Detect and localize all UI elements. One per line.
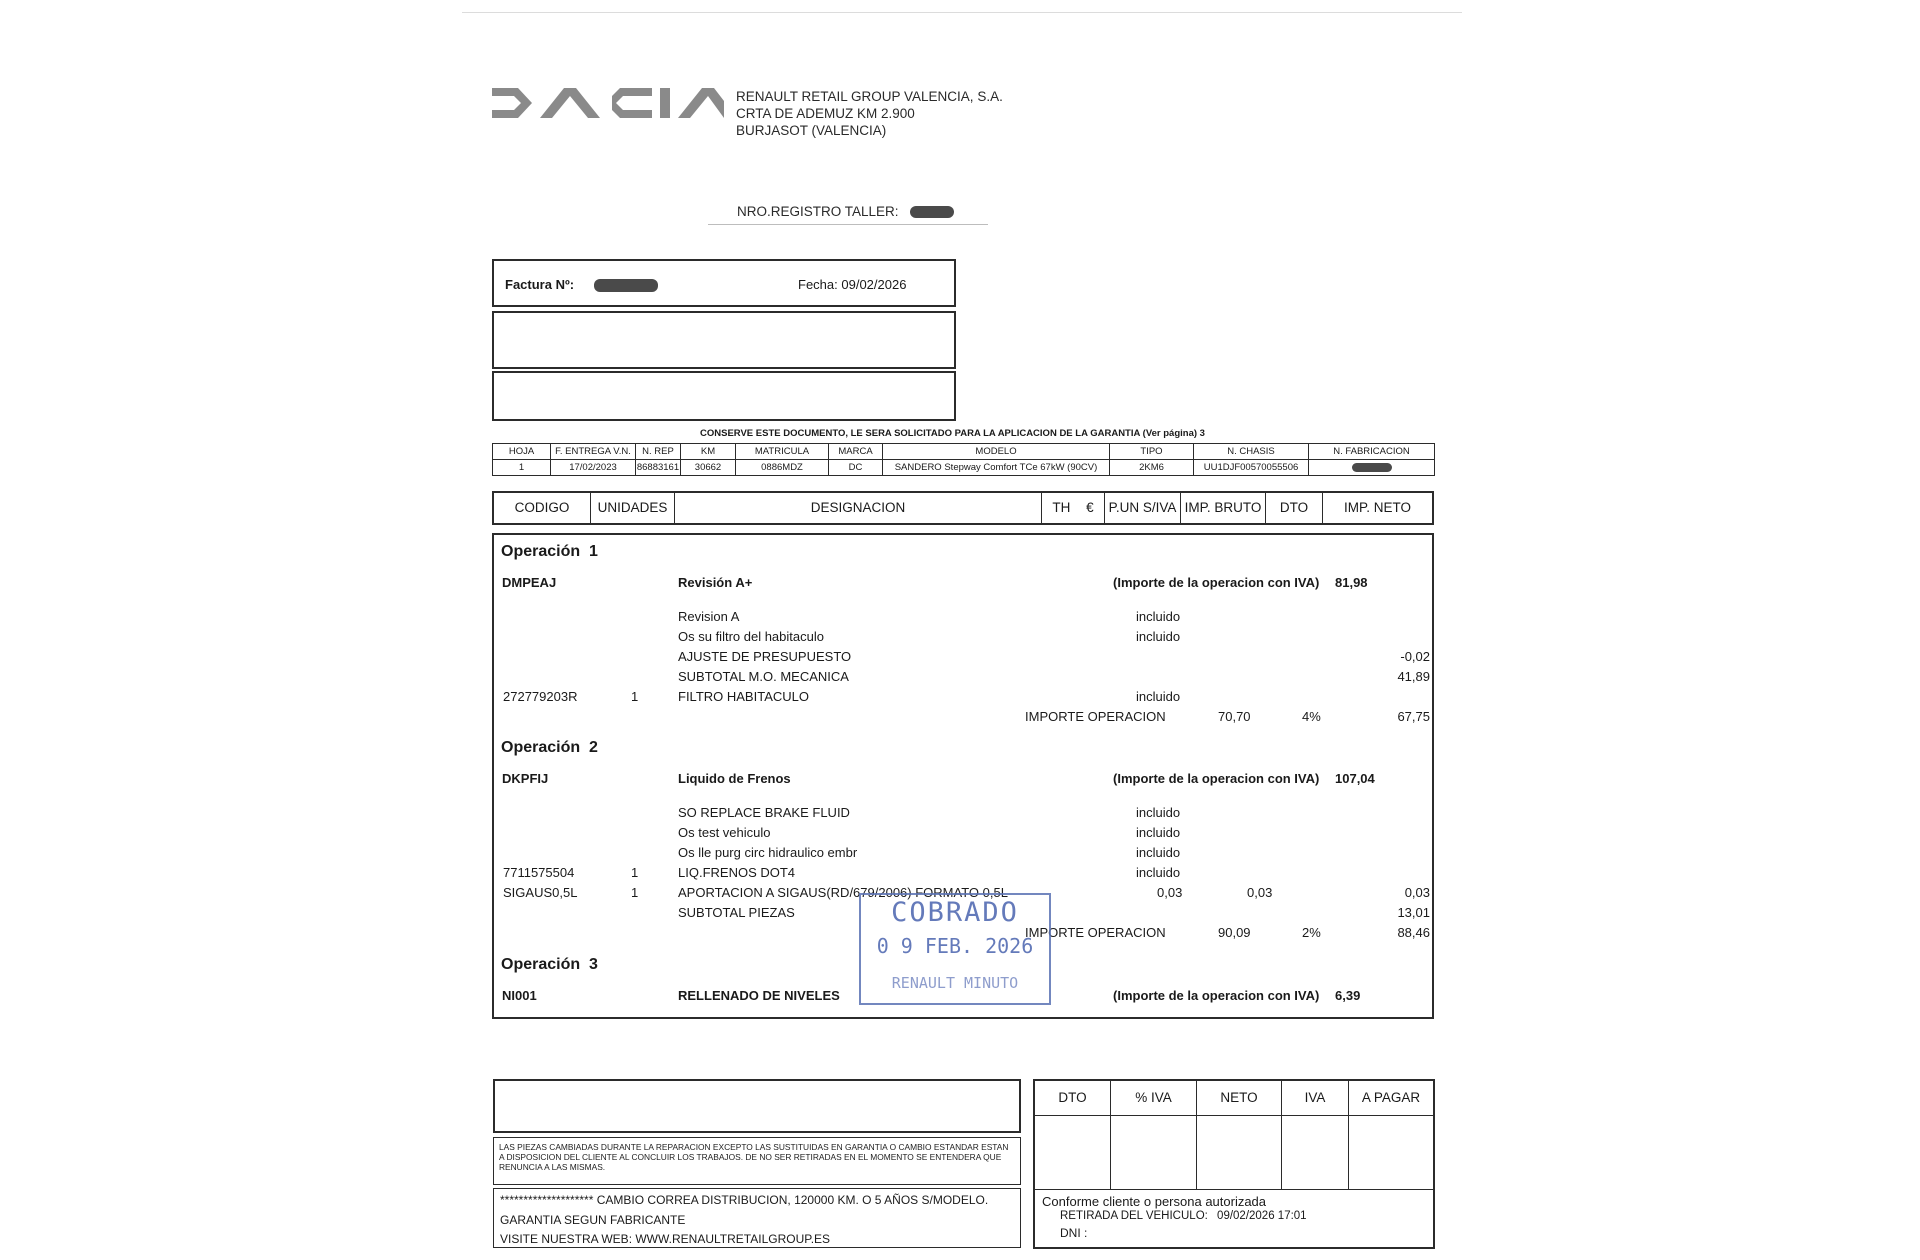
- col-dto: DTO: [1266, 493, 1323, 523]
- totals-header-neto: NETO: [1197, 1081, 1282, 1115]
- col-bruto: IMP. BRUTO: [1181, 493, 1266, 523]
- vehicle-header-cell: N. FABRICACION: [1309, 444, 1435, 460]
- operation-importe-label: (Importe de la operacion con IVA): [1113, 988, 1320, 1003]
- column-header: [492, 491, 1434, 525]
- operation-label: Operación: [501, 739, 581, 756]
- line-designacion: SUBTOTAL M.O. MECANICA: [678, 669, 849, 684]
- totals-header-iva-pct: % IVA: [1111, 1081, 1197, 1115]
- parts-notice: LAS PIEZAS CAMBIADAS DURANTE LA REPARACION EXCEPTO LAS SUSTITUIDAS EN GARANTIA O CAMBIO ESTANDAR ESTAN A DISPOSICION DEL CLIENTE AL CONCLUIR LOS TRABAJOS. DE NO SER RETIRADAS EN EL MOMENTO SE ENTENDERA QUE RENUNCIA A LAS MISMAS.: [493, 1137, 1021, 1185]
- invoice-date: [798, 277, 906, 292]
- line-pun: incluido: [1136, 805, 1181, 820]
- summary-dto: 4%: [1302, 709, 1321, 724]
- operation-label: Operación: [501, 956, 581, 973]
- line-designacion: Os test vehiculo: [678, 825, 771, 840]
- totals-cell: [1197, 1115, 1282, 1189]
- line-neto: 13,01: [1397, 905, 1430, 920]
- line-unidades: 1: [631, 865, 639, 880]
- line-pun: incluido: [1136, 609, 1181, 624]
- operation-code: DMPEAJ: [502, 575, 557, 590]
- vehicle-cell: 1: [493, 460, 551, 476]
- totals-cell: [1035, 1115, 1111, 1189]
- vehicle-header-cell: N. REP: [636, 444, 681, 460]
- address-line: CRTA DE ADEMUZ KM 2.900: [736, 106, 915, 121]
- vehicle-cell: SANDERO Stepway Comfort TCe 67kW (90CV): [883, 460, 1110, 476]
- dni-label: DNI :: [1060, 1226, 1088, 1240]
- address-line: RENAULT RETAIL GROUP VALENCIA, S.A.: [736, 89, 1003, 104]
- summary-label: IMPORTE OPERACION: [1025, 925, 1166, 940]
- vehicle-header-row: [493, 444, 1435, 460]
- fecha-value: 09/02/2026: [841, 277, 907, 292]
- line-pun: incluido: [1136, 825, 1181, 840]
- redaction-mark: [594, 279, 658, 292]
- totals-box: [1033, 1079, 1435, 1249]
- vehicle-cell: DC: [829, 460, 883, 476]
- redaction-mark: [910, 206, 954, 218]
- footer-info-box: [493, 1188, 1021, 1248]
- totals-cell: [1282, 1115, 1349, 1189]
- vehicle-cell: 2KM6: [1110, 460, 1194, 476]
- stamp-date: 0 9 FEB. 2026: [876, 934, 1034, 958]
- divider: [708, 224, 988, 225]
- vehicle-cell: [1309, 460, 1435, 476]
- summary-neto: 67,75: [1397, 709, 1430, 724]
- line-designacion: APORTACION A SIGAUS(RD/679/2006) FORMATO 0,5L: [678, 885, 1008, 900]
- line-designacion: SUBTOTAL PIEZAS: [678, 905, 795, 920]
- line-pun: incluido: [1136, 689, 1181, 704]
- operation-importe-value: 6,39: [1335, 988, 1361, 1003]
- top-rule: [462, 12, 1462, 13]
- col-neto: IMP. NETO: [1343, 500, 1412, 515]
- vehicle-cell: 17/02/2023: [551, 460, 636, 476]
- operation-name: Revisión A+: [678, 575, 753, 590]
- summary-bruto: 90,09: [1218, 925, 1251, 940]
- footer-line: ******************** CAMBIO CORREA DISTRIBUCION, 120000 KM. O 5 AÑOS S/MODELO.: [500, 1193, 989, 1207]
- vehicle-header-cell: MODELO: [883, 444, 1110, 460]
- totals-header-iva: IVA: [1282, 1081, 1349, 1115]
- line-designacion: LIQ.FRENOS DOT4: [678, 865, 796, 880]
- retirada: [1060, 1210, 1307, 1222]
- line-pun: incluido: [1136, 865, 1181, 880]
- redaction-mark: [1352, 463, 1392, 472]
- operation-importe-label: (Importe de la operacion con IVA): [1113, 771, 1320, 786]
- address-line: BURJASOT (VALENCIA): [736, 123, 887, 138]
- col-codigo: CODIGO: [494, 493, 591, 523]
- vehicle-header-cell: HOJA: [493, 444, 551, 460]
- line-neto: 41,89: [1397, 669, 1430, 684]
- registro-taller: [737, 204, 954, 219]
- operation-number: 2: [589, 739, 598, 756]
- operation-label: Operación: [501, 543, 581, 560]
- stamp-line: COBRADO: [891, 897, 1019, 928]
- invoice-number: [505, 277, 658, 292]
- operation-importe-label: (Importe de la operacion con IVA): [1113, 575, 1320, 590]
- totals-cell: [1111, 1115, 1197, 1189]
- conforme-label: Conforme cliente o persona autorizada: [1042, 1194, 1267, 1209]
- divider: [1035, 1189, 1433, 1190]
- stamp-line: RENAULT MINUTO: [891, 974, 1019, 992]
- operation-name: Liquido de Frenos: [678, 771, 791, 786]
- retirada-label: RETIRADA DEL VEHICULO:: [1060, 1210, 1208, 1222]
- line-codigo: 272779203R: [503, 689, 578, 704]
- company-address: [736, 88, 1003, 139]
- line-pun: 0,03: [1157, 885, 1183, 900]
- address-box: [492, 371, 956, 421]
- line-neto: 0,03: [1404, 885, 1430, 900]
- col-unidades: UNIDADES: [591, 493, 675, 523]
- vehicle-cell: 0886MDZ: [736, 460, 829, 476]
- th-label: TH: [1052, 500, 1071, 515]
- operation-title: [501, 543, 598, 561]
- registro-label: NRO.REGISTRO TALLER:: [737, 204, 899, 219]
- summary-label: IMPORTE OPERACION: [1025, 709, 1166, 724]
- line-bruto: 0,03: [1247, 885, 1273, 900]
- operation-code: NI001: [502, 988, 537, 1003]
- operation-importe-value: 107,04: [1335, 771, 1375, 786]
- line-designacion: FILTRO HABITACULO: [678, 689, 809, 704]
- operation-name: RELLENADO DE NIVELES: [678, 988, 840, 1003]
- summary-dto: 2%: [1302, 925, 1321, 940]
- totals-header-pagar: A PAGAR: [1361, 1090, 1421, 1105]
- line-designacion: Os su filtro del habitaculo: [678, 629, 824, 644]
- line-designacion: AJUSTE DE PRESUPUESTO: [678, 649, 852, 664]
- operation-importe-value: 81,98: [1335, 575, 1368, 590]
- retirada-value: 09/02/2026 17:01: [1217, 1210, 1307, 1222]
- client-box: [492, 311, 956, 369]
- vehicle-cell: 30662: [681, 460, 736, 476]
- cobrado-stamp: [859, 893, 1051, 1005]
- summary-bruto: 70,70: [1218, 709, 1251, 724]
- line-codigo: SIGAUS0,5L: [503, 885, 578, 900]
- line-designacion: Revision A: [678, 609, 740, 624]
- operation-title: [501, 739, 598, 757]
- totals-header-dto: DTO: [1035, 1081, 1111, 1115]
- line-pun: incluido: [1136, 845, 1181, 860]
- vehicle-cell: 86883161: [636, 460, 681, 476]
- vehicle-header-cell: F. ENTREGA V.N.: [551, 444, 636, 460]
- summary-neto: 88,46: [1397, 925, 1430, 940]
- vehicle-header-cell: TIPO: [1110, 444, 1194, 460]
- operation-number: 3: [589, 956, 598, 973]
- vehicle-header-cell: MARCA: [829, 444, 883, 460]
- vehicle-data-row: [493, 460, 1435, 476]
- line-designacion: Os lle purg circ hidraulico embr: [678, 845, 858, 860]
- vehicle-header-cell: MATRICULA: [736, 444, 829, 460]
- fecha-label: Fecha:: [798, 277, 838, 292]
- observations-box: [493, 1079, 1021, 1133]
- line-codigo: 7711575504: [503, 865, 575, 880]
- factura-label: Factura Nº:: [505, 277, 575, 292]
- line-neto: -0,02: [1400, 649, 1430, 664]
- col-pun: P.UN S/IVA: [1105, 493, 1181, 523]
- conserve-notice: CONSERVE ESTE DOCUMENTO, LE SERA SOLICITADO PARA LA APLICACION DE LA GARANTIA (Ver página) 3: [700, 428, 1205, 439]
- line-unidades: 1: [631, 885, 639, 900]
- footer-line: VISITE NUESTRA WEB: WWW.RENAULTRETAILGROUP.ES: [500, 1232, 831, 1246]
- vehicle-table: [492, 443, 1435, 476]
- col-th: [1042, 493, 1105, 523]
- vehicle-header-cell: N. CHASIS: [1194, 444, 1309, 460]
- operation-code: DKPFIJ: [502, 771, 549, 786]
- line-unidades: 1: [631, 689, 639, 704]
- vehicle-header-cell: KM: [681, 444, 736, 460]
- euro-label: €: [1086, 500, 1094, 515]
- line-pun: incluido: [1136, 629, 1181, 644]
- line-designacion: SO REPLACE BRAKE FLUID: [678, 805, 850, 820]
- operation-title: [501, 956, 598, 974]
- operation-number: 1: [589, 543, 598, 560]
- vehicle-cell: UU1DJF00570055506: [1194, 460, 1309, 476]
- col-designacion: DESIGNACION: [675, 493, 1042, 523]
- dacia-logo: [492, 88, 724, 118]
- footer-line: GARANTIA SEGUN FABRICANTE: [500, 1213, 686, 1227]
